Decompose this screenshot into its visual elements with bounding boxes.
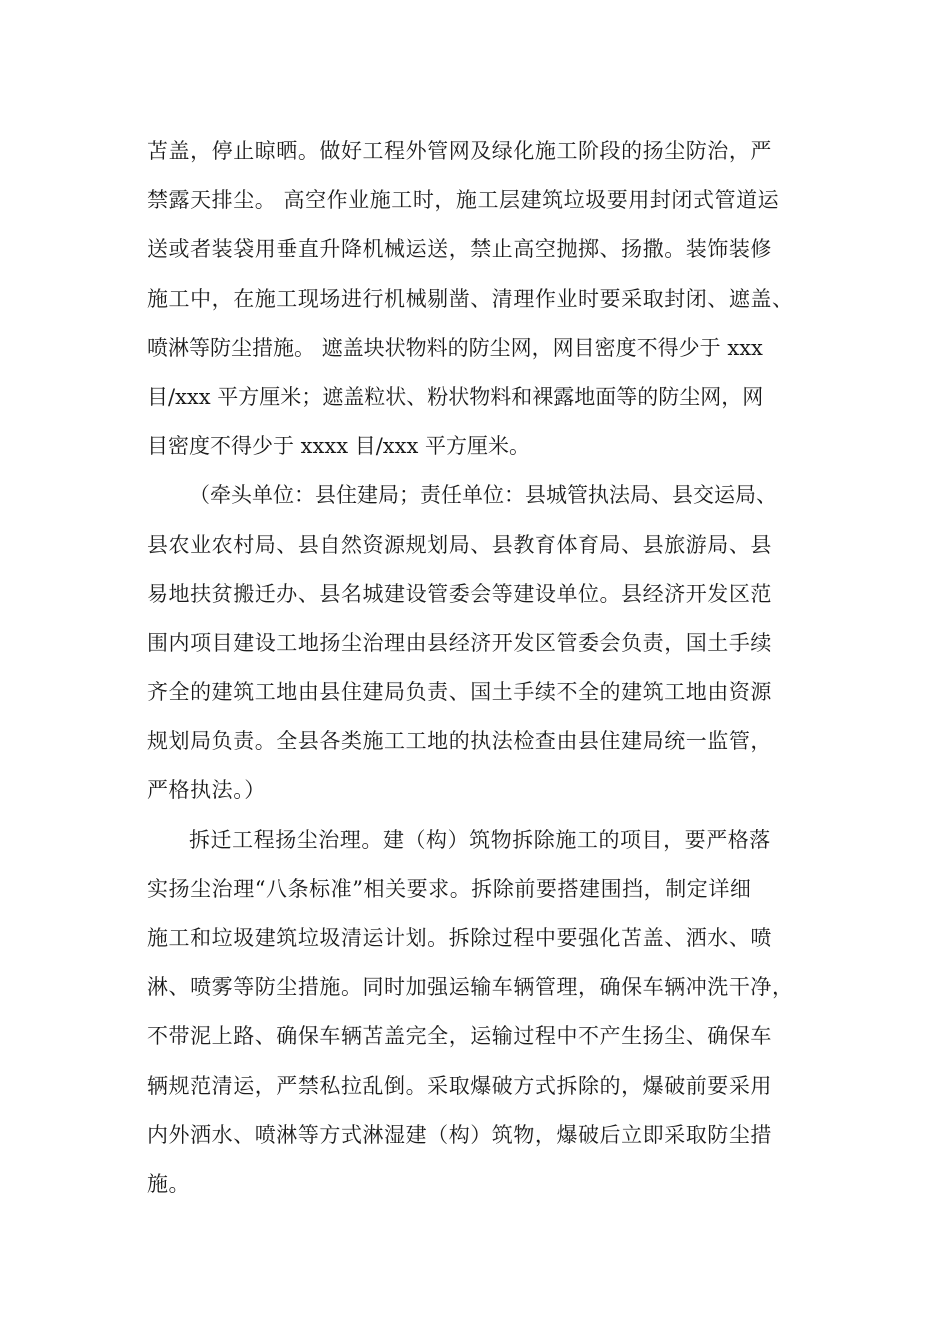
- document-body: [147, 130, 807, 1212]
- text-line: 内外洒水、喷淋等方式淋湿建（构）筑物，爆破后立即采取防尘措: [147, 1122, 772, 1147]
- text-line: 施。: [147, 1171, 191, 1196]
- text-line: 齐全的建筑工地由县住建局负责、国土手续不全的建筑工地由资源: [147, 680, 772, 705]
- text-line: 施工中，在施工现场进行机械剔凿、清理作业时要采取封闭、遮盖、: [147, 286, 794, 311]
- text-line: 淋、喷雾等防尘措施。同时加强运输车辆管理，确保车辆冲洗干净，: [147, 975, 794, 1000]
- text-line: （牵头单位：县住建局；责任单位：县城管执法局、县交运局、: [189, 483, 777, 508]
- text-line: 送或者装袋用垂直升降机械运送，禁止高空抛掷、扬撒。装饰装修: [147, 237, 772, 262]
- text-line: 拆迁工程扬尘治理。建（构）筑物拆除施工的项目，要严格落: [189, 827, 771, 852]
- text-line: 目密度不得少于 xxxx 目/xxx 平方厘米。: [147, 434, 531, 459]
- text-line: 辆规范清运，严禁私拉乱倒。采取爆破方式拆除的，爆破前要采用: [147, 1073, 772, 1098]
- text-line: 实扬尘治理“八条标准”相关要求。拆除前要搭建围挡，制定详细: [147, 876, 752, 901]
- text-line: 严格执法。）: [147, 778, 266, 803]
- text-line: 围内项目建设工地扬尘治理由县经济开发区管委会负责，国土手续: [147, 630, 772, 655]
- text-line: 喷淋等防尘措施。 遮盖块状物料的防尘网，网目密度不得少于 xxx: [147, 335, 763, 360]
- text-line: 苫盖，停止晾晒。做好工程外管网及绿化施工阶段的扬尘防治，严: [147, 139, 772, 163]
- paragraph-demolition-dust-control: [147, 819, 807, 1213]
- text-line: 禁露天排尘。 高空作业施工时，施工层建筑垃圾要用封闭式管道运: [147, 188, 780, 213]
- paragraph-responsible-units: [147, 474, 807, 818]
- text-line: 目/xxx 平方厘米；遮盖粒状、粉状物料和裸露地面等的防尘网，网: [147, 384, 764, 409]
- text-line: 不带泥上路、确保车辆苫盖完全，运输过程中不产生扬尘、确保车: [147, 1024, 772, 1049]
- paragraph-dust-control-measures: [147, 130, 807, 474]
- text-line: 施工和垃圾建筑垃圾清运计划。拆除过程中要强化苫盖、洒水、喷: [147, 926, 772, 950]
- text-line: 县农业农村局、县自然资源规划局、县教育体育局、县旅游局、县: [147, 532, 772, 557]
- text-line: 易地扶贫搬迁办、县名城建设管委会等建设单位。县经济开发区范: [147, 581, 772, 606]
- text-line: 规划局负责。全县各类施工工地的执法检查由县住建局统一监管，: [147, 729, 772, 754]
